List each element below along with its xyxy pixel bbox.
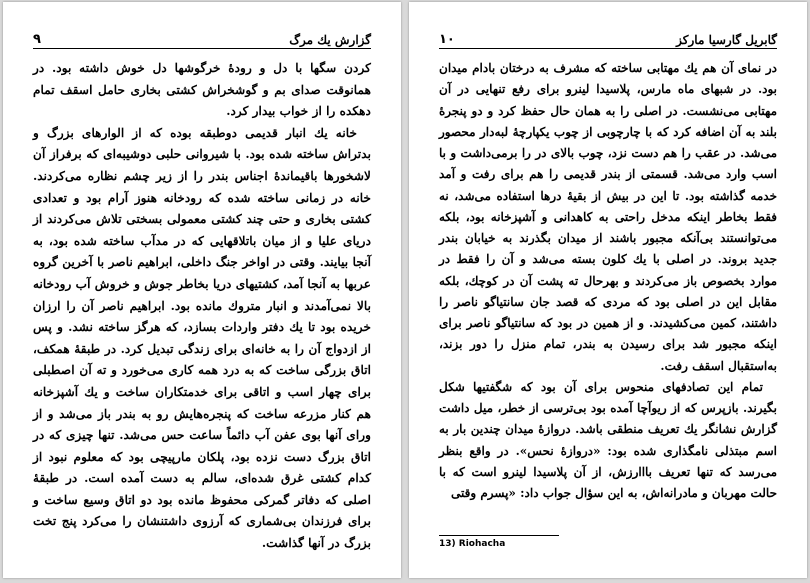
- paragraph-text: تمام این تصادفهای منحوس برای آن بود که شگفتیها شکل بگیرند. بازپرس که از ریوآچا آمده بود بی‌ترسی از خطر، میل داشت گزارش نشانگر یك تعریف منطقی باشد. دروازهٔ میدان چندین بار به اسم مبتذلی نامگذاری شده بود: «دروازهٔ نحس». در واقع بنظر می‌رسد که تنها تعریف بااارزش، از آن پلاسیدا لینرو است که با حالت مهربان و مادرانه‌اش، به این سؤال جواب داد: «پسرم وقتی: [439, 379, 777, 500]
- running-title: گابریل گارسیا مارکز: [676, 33, 777, 47]
- page-body: [33, 58, 371, 555]
- footnote-divider: [439, 535, 559, 536]
- page-header: [439, 30, 777, 49]
- footnote: 13) Riohacha: [439, 539, 506, 549]
- paragraph: [439, 377, 777, 505]
- page-number: ۱۰: [439, 32, 455, 47]
- left-page: [3, 2, 401, 578]
- running-title: گزارش یك مرگ: [289, 33, 371, 47]
- page-body: [439, 58, 777, 504]
- paragraph: کردن سگها با دل و رودهٔ خرگوشها دل خوش داشته بود. در همانوقت صدای بم و گوشخراش کشتی بخاری حامل اسقف تمام دهکده را از خواب بیدار کرد.: [33, 61, 371, 119]
- page-number: ۹: [33, 32, 41, 47]
- paragraph: در نمای آن هم یك مهتابی ساخته که مشرف به درختان بادام میدان بود. در شبهای ماه مارس، پلاسیدا لینرو برای رفع تنهایی در آن مهتابی می‌نشست. در اصلی را به همان حال حفظ کرد و دو پنجرهٔ بلند به آن اضافه کرد که با چارچوبی از چوب یکپارچهٔ لبه‌دار محصور می‌شد. در عقب را هم دست نزد، چوب بالای در را برمی‌داشت و با اسب وارد می‌شد. قسمتی از بندر قدیمی را هم برای رفت و آمد خدمه گذاشته بود. تا این در بیش از بقیهٔ درها استفاده می‌شد، نه فقط بخاطر اینکه مدخل راحتی به کاهدانی و آشپزخانه بود، بلکه می‌توانستند بی‌آنکه مجبور باشند از میدان بگذرند به خیابان بندر جدید بروند. در اصلی با یك کلون بسته می‌شد و آن را فقط در موارد بخصوص باز می‌کردند و بهرحال ته پشت آن در کوچك، بلکه مقابل این در اصلی بود که مردی که قصد جان سانتیاگو ناصر را داشتند، کمین می‌کشیدند. و از همین در بود که سانتیاگو ناصر برای اینکه مجبور شد برای رسیدن به بندر، تمام منزل را دور بزند، به‌استقبال اسقف رفت.: [439, 61, 777, 373]
- paragraph: خانه یك انبار قدیمی دوطبقه بوده که از الوارهای بزرگ و بدتراش ساخته شده بود. با شیروانی حلبی دوشیبه‌ای که برفراز آن لاشخورها باقیماندهٔ اجناس بندر را از زیر چشم نظاره می‌کردند. خانه در زمانی ساخته شده که رودخانه هنوز آرام بود و تعدادی کشتی بخاری و حتی چند کشتی معمولی بسختی تلاش می‌کردند از دریای علیا و از میان باتلاقهایی که در مدآب ساخته شده بود، به آنجا بیایند. وقتی در اواخر جنگ داخلی، ابراهیم ناصر با آخرین گروه عربها به آنجا آمد، کشتیهای دریا بخاطر جوش و خروش آب رودخانه بالا نمی‌آمدند و انبار متروك مانده بود. ابراهیم ناصر آن را ارزان خریده بود تا یك دفتر واردات بسازد، که هرگز ساخته نشد. و پس از ازدواج آن را به خانه‌ای برای زندگی تبدیل کرد. در طبقهٔ همکف، اتاق بزرگی ساخت که به درد همه کاری می‌خورد و ته آن اصطبلی برای چهار اسب و اتاقی برای خدمتکاران ساخت و یك آشپزخانه هم کنار مزرعه ساخت که پنجره‌هایش رو به بندر باز می‌شد و از ورای آنها بوی عفن آب دائماً ساعت حس می‌شد. تنها چیزی که در اتاق بزرگ دست نزده بود، پلکان مارپیچی بود که معلوم نبود از کدام کشتی غرق شده‌ای، سالم به دست آمده است. در طبقهٔ اصلی که دفاتر گمرکی محفوظ مانده بود دو اتاق وسیع ساخت و برای فرزندان بی‌شماری که آرزوی داشتنشان را می‌کرد پنج تخت بزرگ در آنها گذاشت.: [33, 125, 371, 551]
- right-page: [409, 2, 807, 578]
- page-header: [33, 30, 371, 49]
